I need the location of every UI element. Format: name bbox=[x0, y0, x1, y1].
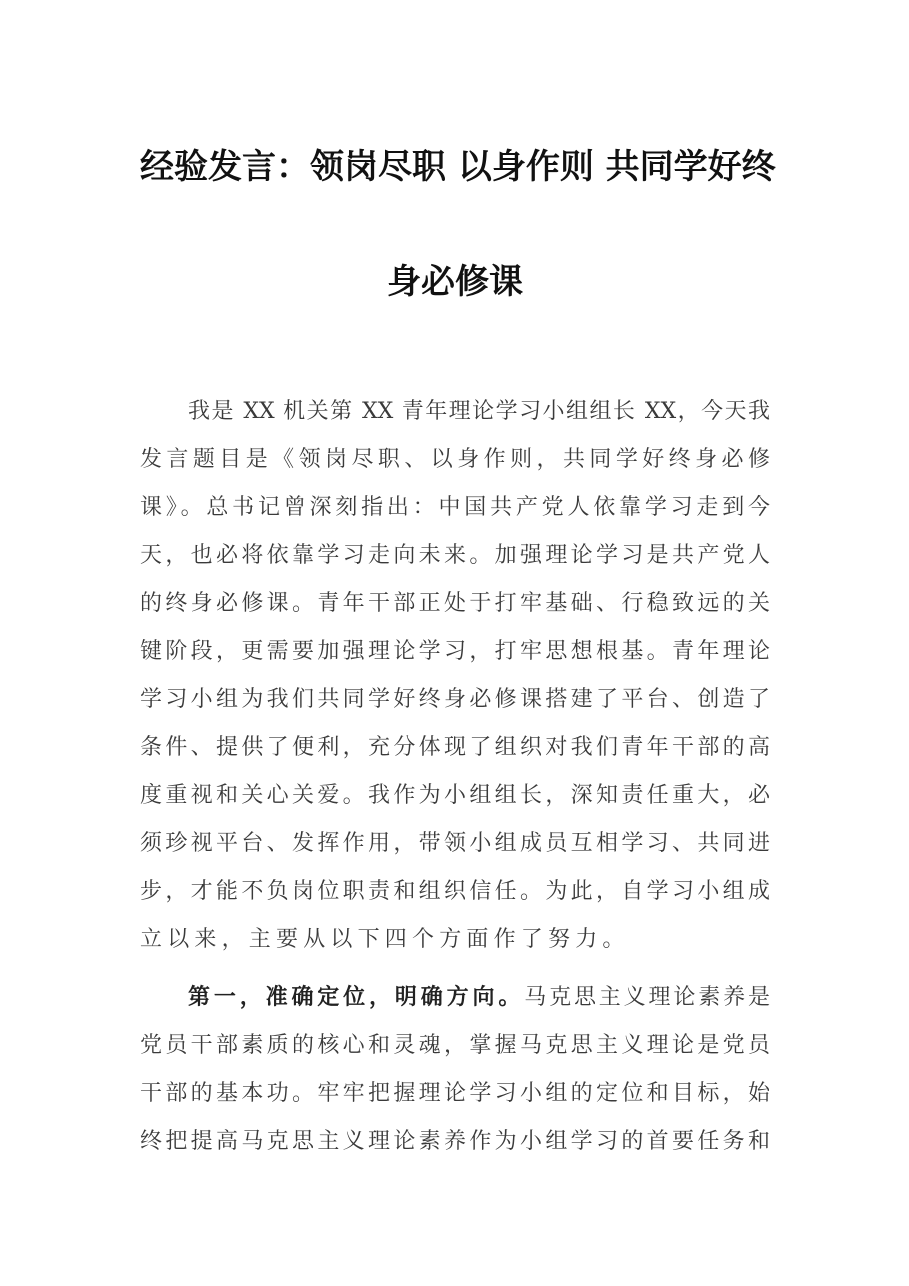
paragraph-line: 天，也必将依靠学习走向未来。加强理论学习是共产党人 bbox=[140, 543, 770, 568]
paragraph-line: 步，才能不负岗位职责和组织信任。为此，自学习小组成 bbox=[140, 879, 770, 904]
paragraph-line: 课》。总书记曾深刻指出：中国共产党人依靠学习走到今 bbox=[140, 495, 770, 520]
paragraph-first-line bbox=[188, 983, 770, 1013]
paragraph-line: 干部的基本功。牢牢把握理论学习小组的定位和目标，始 bbox=[140, 1081, 770, 1106]
paragraph-line: 条件、提供了便利，充分体现了组织对我们青年干部的高 bbox=[140, 735, 770, 760]
paragraph-line: 的终身必修课。青年干部正处于打牢基础、行稳致远的关 bbox=[140, 591, 770, 616]
paragraph-line: 发言题目是《领岗尽职、以身作则，共同学好终身必修 bbox=[140, 447, 770, 472]
paragraph-line: 键阶段，更需要加强理论学习，打牢思想根基。青年理论 bbox=[140, 639, 770, 664]
paragraph-line: 须珍视平台、发挥作用，带领小组成员互相学习、共同进 bbox=[140, 831, 770, 856]
paragraph-line: 学习小组为我们共同学好终身必修课搭建了平台、创造了 bbox=[140, 687, 770, 712]
paragraph-text: 马克思主义理论素养是 bbox=[524, 985, 770, 1010]
section-heading: 第一，准确定位，明确方向。 bbox=[188, 985, 525, 1010]
document-title-line-2: 身必修课 bbox=[387, 262, 523, 302]
document-title-line-1: 经验发言：领岗尽职 以身作则 共同学好终 bbox=[140, 147, 776, 187]
paragraph-line: 度重视和关心关爱。我作为小组组长，深知责任重大，必 bbox=[140, 783, 770, 808]
paragraph-line: 立以来，主要从以下四个方面作了努力。 bbox=[140, 927, 630, 952]
paragraph-line: 我是 XX 机关第 XX 青年理论学习小组组长 XX，今天我 bbox=[188, 399, 770, 424]
paragraph-line: 终把提高马克思主义理论素养作为小组学习的首要任务和 bbox=[140, 1129, 770, 1154]
paragraph-line: 党员干部素质的核心和灵魂，掌握马克思主义理论是党员 bbox=[140, 1033, 770, 1058]
